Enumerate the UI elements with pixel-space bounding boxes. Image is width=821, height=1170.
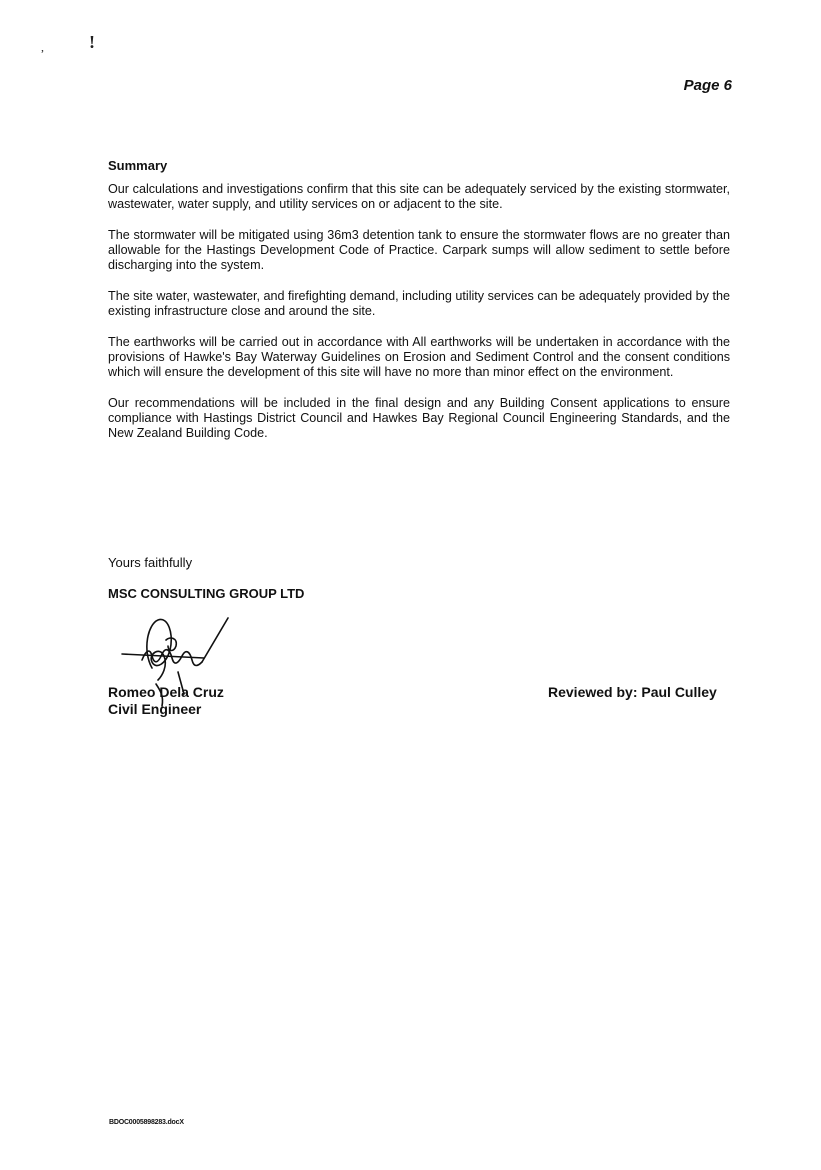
signature-image xyxy=(112,610,242,720)
scan-speck: ! xyxy=(89,32,95,52)
paragraph: The site water, wastewater, and firefighting demand, including utility services can be adequately provided by the existing infrastructure close and around the site. xyxy=(108,289,730,318)
signer-title: Civil Engineer xyxy=(108,701,202,717)
paragraph: The earthworks will be carried out in accordance with All earthworks will be undertaken in accordance with the provisions of Hawke's Bay Waterway Guidelines on Erosion and Sediment Control and the consent conditions which will ensure the development of this site will have no more than minor effect on the environment. xyxy=(108,335,730,379)
signer-name: Romeo Dela Cruz xyxy=(108,684,224,700)
section-heading: Summary xyxy=(108,158,168,173)
company-name: MSC CONSULTING GROUP LTD xyxy=(108,586,305,601)
paragraph: The stormwater will be mitigated using 36m3 detention tank to ensure the stormwater flows are no greater than allowable for the Hastings Development Code of Practice. Carpark sumps will allow sediment to settle before discharging into the system. xyxy=(108,228,730,272)
closing-salutation: Yours faithfully xyxy=(108,555,193,570)
page-number: Page 6 xyxy=(683,77,732,94)
summary-section xyxy=(108,158,730,457)
paragraph: Our recommendations will be included in the final design and any Building Consent applications to ensure compliance with Hastings District Council and Hawkes Bay Regional Council Engineering Standards, and the New Zealand Building Code. xyxy=(108,396,730,440)
paragraph: Our calculations and investigations confirm that this site can be adequately serviced by the existing stormwater, wastewater, water supply, and utility services on or adjacent to the site. xyxy=(108,182,730,211)
scan-speck: , xyxy=(41,40,44,54)
document-reference: BDOC0005898283.docX xyxy=(109,1119,184,1126)
reviewed-by: Reviewed by: Paul Culley xyxy=(548,684,717,700)
